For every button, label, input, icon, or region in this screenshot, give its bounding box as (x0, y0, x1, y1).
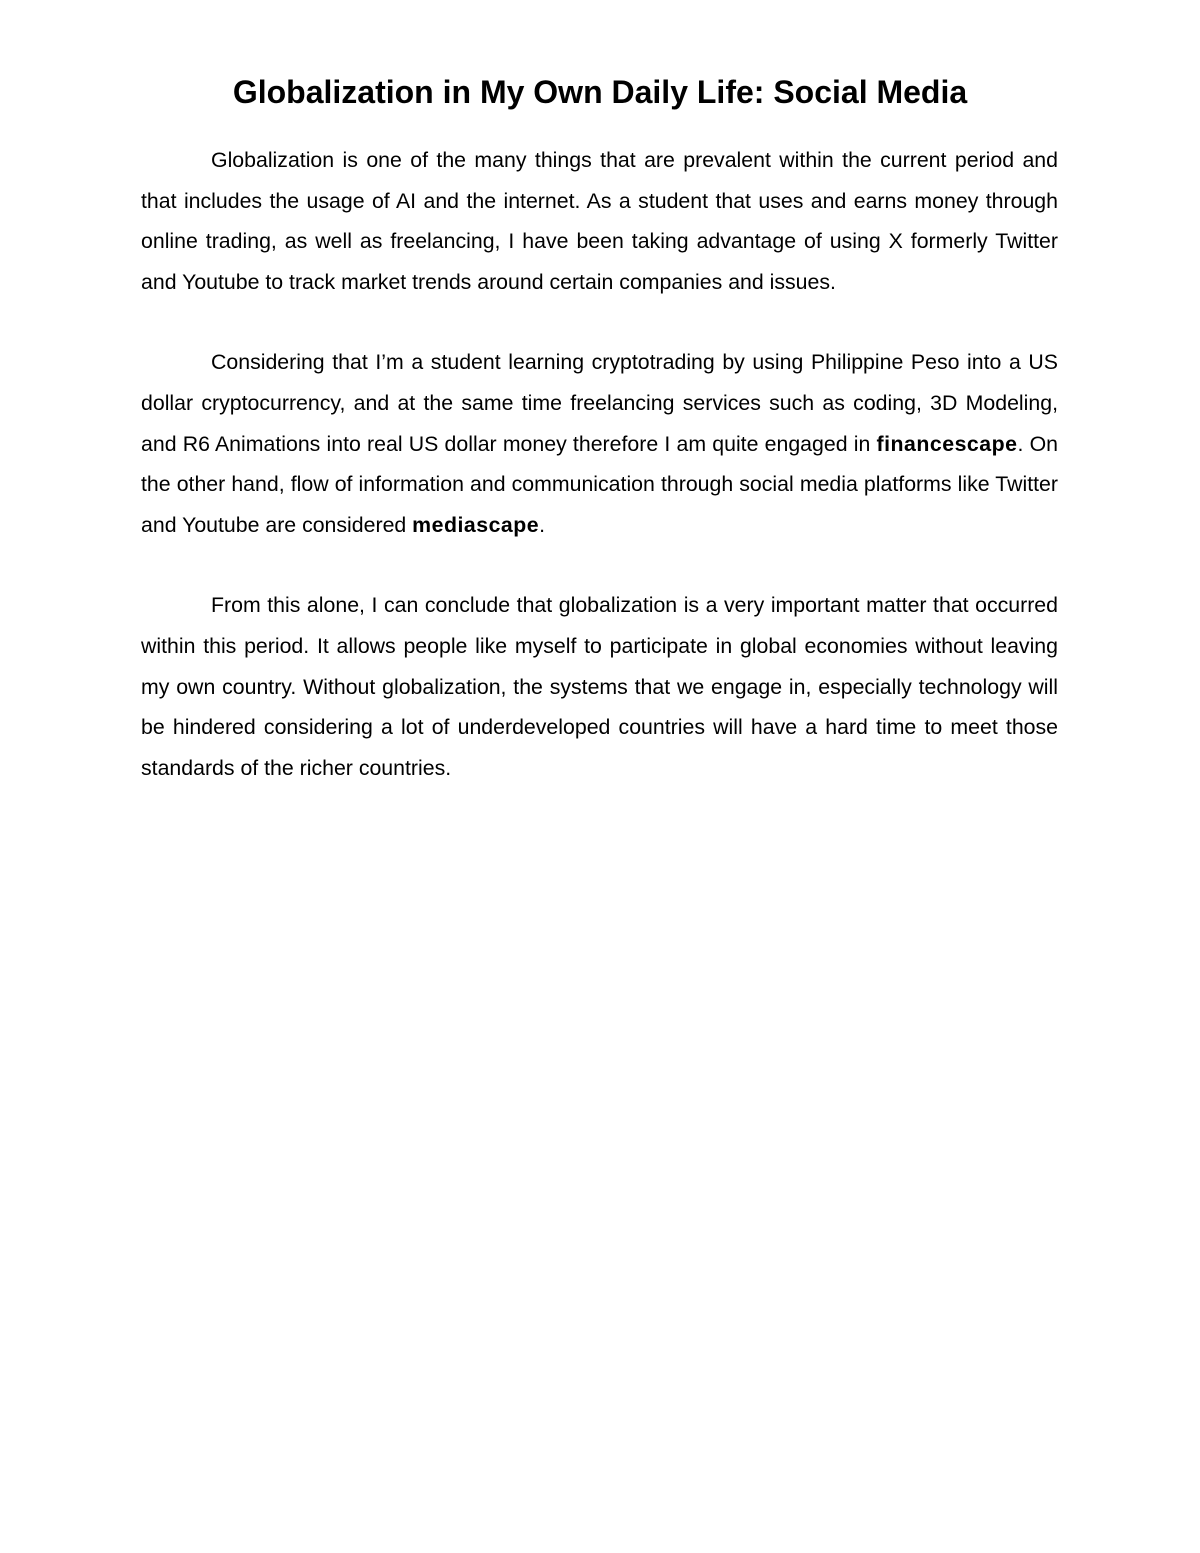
paragraph-text: Considering that I’m a student learning cryptotrading by using Philippine Peso into a US dollar cryptocurrency, and at the same time freelancing services such as coding, 3D Modeling, and R6 Animations into real US dollar money therefore I am quite engaged in (141, 350, 1058, 456)
paragraph-text: Globalization is one of the many things that are prevalent within the current period and that includes the usage of AI and the internet. As a student that uses and earns money through online trading, as well as freelancing, I have been taking advantage of using X formerly Twitter and Youtube to track market trends around certain companies and issues. (141, 148, 1058, 294)
term-financescape: financescape (876, 431, 1018, 456)
paragraph-2 (141, 342, 1058, 545)
paragraph-text: From this alone, I can conclude that globalization is a very important matter that occurred within this period. It allows people like myself to participate in global economies without leaving my own country. Without globalization, the systems that we engage in, especially technology will be hindered considering a lot of underdeveloped countries will have a hard time to meet those standards of the richer countries. (141, 593, 1058, 780)
paragraph-text: . On the other hand, flow of information and communication through social media platforms like Twitter and Youtube are considered (141, 431, 1059, 537)
paragraph-1 (141, 140, 1058, 302)
document-title: Globalization in My Own Daily Life: Social Media (232, 74, 968, 110)
term-mediascape: mediascape (412, 512, 540, 537)
document-body (141, 140, 1058, 828)
paragraph-3 (141, 585, 1058, 788)
paragraph-text: . (539, 512, 546, 537)
